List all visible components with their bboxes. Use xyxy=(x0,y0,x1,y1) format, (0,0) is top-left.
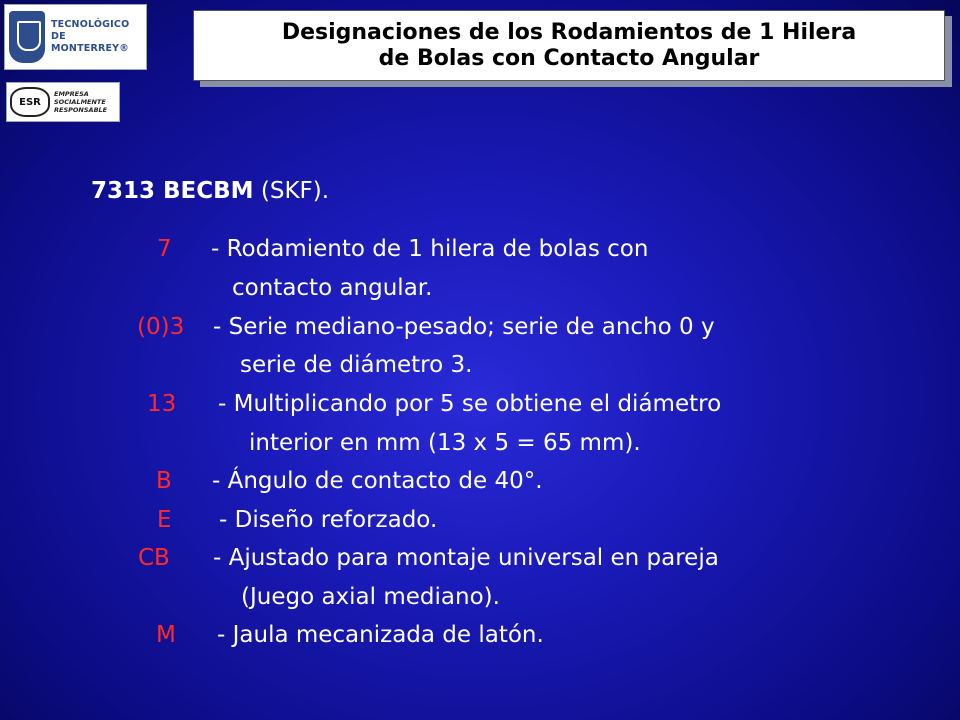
item-desc-m: - Jaula mecanizada de latón. xyxy=(217,622,544,648)
esr-line1: EMPRESA xyxy=(54,90,89,98)
item-desc-e: - Diseño reforzado. xyxy=(219,507,438,533)
item-code-b: B xyxy=(156,468,172,494)
bearing-code: 7313 BECBM xyxy=(91,178,254,204)
title-line1: Designaciones de los Rodamientos de 1 Hilera xyxy=(281,19,857,45)
item-code-cb: CB xyxy=(138,545,170,571)
item-desc-cb-line1: - Ajustado para montaje universal en pareja xyxy=(213,545,719,571)
item-desc-cb-line2: (Juego axial mediano). xyxy=(241,584,500,610)
esr-line2: SOCIALMENTE xyxy=(54,98,106,106)
item-desc-03-line1: - Serie mediano-pesado; serie de ancho 0 y xyxy=(213,314,715,340)
item-code-7: 7 xyxy=(157,236,172,262)
bearing-designation-heading xyxy=(91,178,329,204)
item-code-e: E xyxy=(157,507,172,533)
item-desc-7-line1: - Rodamiento de 1 hilera de bolas con xyxy=(211,236,649,262)
item-desc-7-line2: contacto angular. xyxy=(232,275,433,301)
item-code-13: 13 xyxy=(147,391,177,417)
esr-badge-icon: ESR xyxy=(10,87,50,117)
title-line2: de Bolas con Contacto Angular xyxy=(378,45,760,71)
item-desc-13-line1: - Multiplicando por 5 se obtiene el diámetro xyxy=(218,391,722,417)
esr-line3: RESPONSABLE xyxy=(54,106,108,114)
item-desc-b: - Ángulo de contacto de 40°. xyxy=(212,468,543,494)
tec-logo-line1: TECNOLÓGICO xyxy=(51,19,130,30)
item-code-m: M xyxy=(156,622,176,648)
item-desc-03-line2: serie de diámetro 3. xyxy=(240,352,473,378)
tec-logo-line2: DE MONTERREY® xyxy=(51,31,129,54)
bearing-manufacturer: (SKF). xyxy=(253,178,330,204)
item-desc-13-line2: interior en mm (13 x 5 = 65 mm). xyxy=(249,430,641,456)
item-code-03: (0)3 xyxy=(137,314,185,340)
